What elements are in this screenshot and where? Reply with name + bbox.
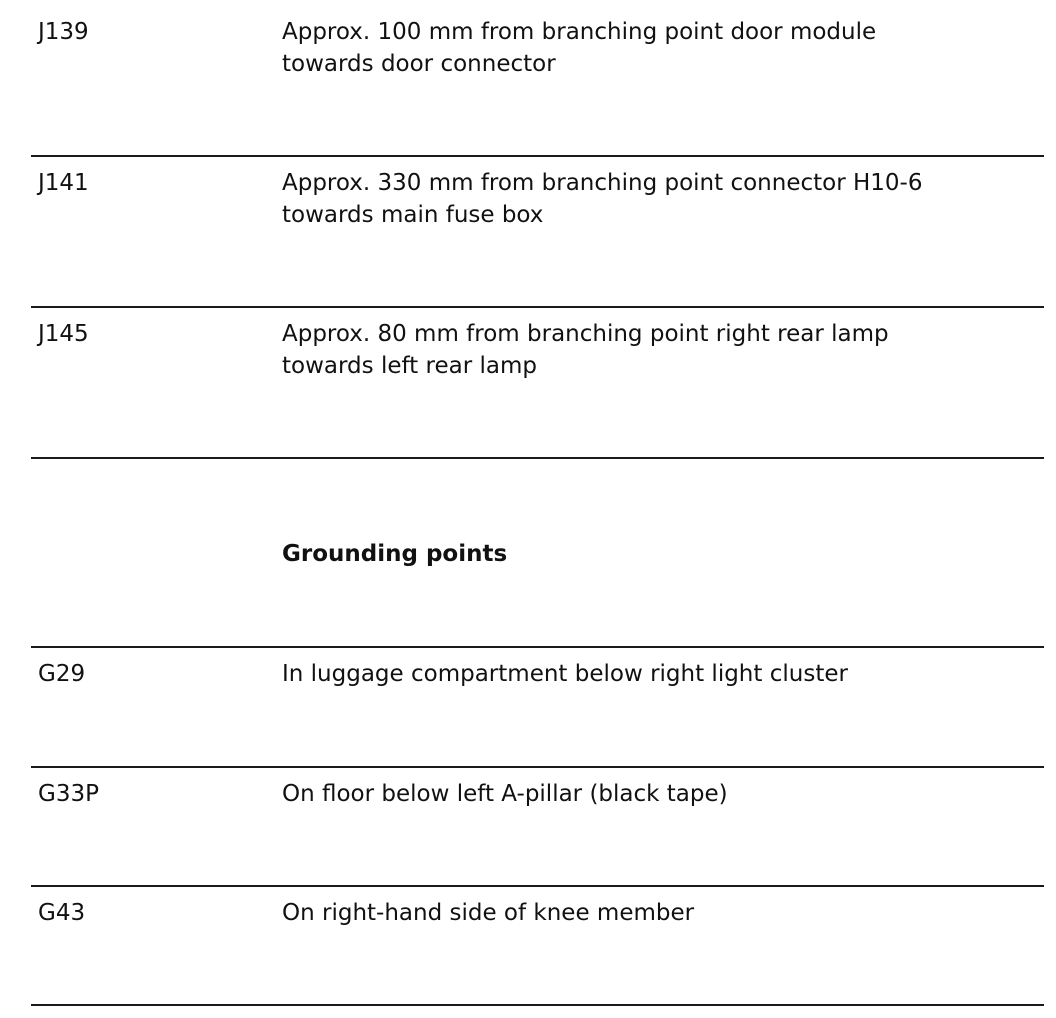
row-divider bbox=[31, 457, 1044, 459]
connector-code: J141 bbox=[38, 170, 89, 196]
description-line: towards main fuse box bbox=[282, 202, 544, 228]
row-divider bbox=[31, 766, 1044, 768]
description-line: On floor below left A-pillar (black tape) bbox=[282, 781, 728, 807]
section-heading: Grounding points bbox=[282, 541, 508, 567]
description-line: Approx. 80 mm from branching point right rear lamp bbox=[282, 321, 889, 347]
description-line: towards left rear lamp bbox=[282, 353, 537, 379]
connector-code: J139 bbox=[38, 19, 89, 45]
row-divider bbox=[31, 646, 1044, 648]
grounding-description bbox=[282, 778, 1052, 810]
grounding-code: G29 bbox=[38, 661, 86, 687]
row-divider bbox=[31, 306, 1044, 308]
description-line: On right-hand side of knee member bbox=[282, 900, 695, 926]
grounding-description bbox=[282, 897, 1052, 929]
grounding-code: G43 bbox=[38, 900, 86, 926]
row-divider bbox=[31, 885, 1044, 887]
row-divider bbox=[31, 1004, 1044, 1006]
description-line: Approx. 330 mm from branching point connector H10-6 bbox=[282, 170, 923, 196]
connector-description bbox=[282, 16, 1052, 80]
grounding-description bbox=[282, 658, 1052, 690]
description-line: towards door connector bbox=[282, 51, 556, 77]
description-line: Approx. 100 mm from branching point door module bbox=[282, 19, 877, 45]
grounding-code: G33P bbox=[38, 781, 99, 807]
connector-description bbox=[282, 318, 1052, 382]
connector-description bbox=[282, 167, 1052, 231]
connector-code: J145 bbox=[38, 321, 89, 347]
description-line: In luggage compartment below right light cluster bbox=[282, 661, 848, 687]
row-divider bbox=[31, 155, 1044, 157]
